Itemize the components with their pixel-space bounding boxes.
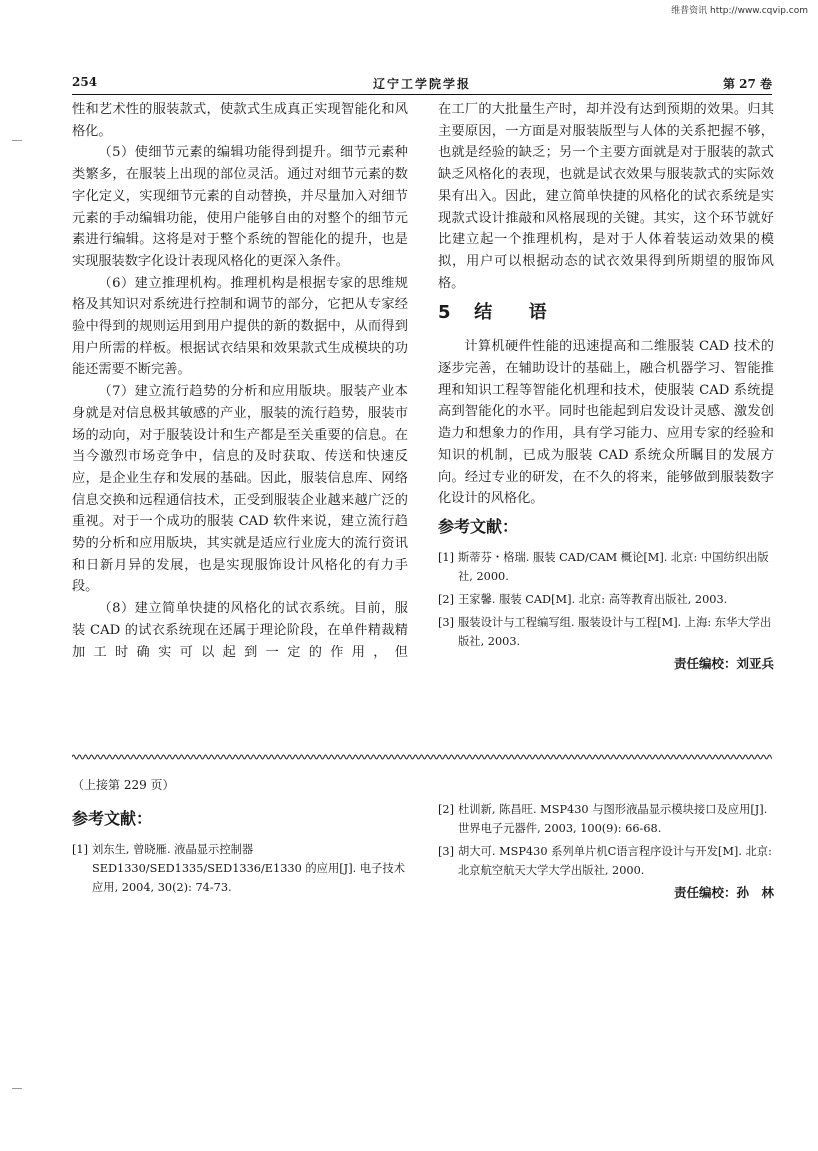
body-paragraph: 在工厂的大批量生产时，却并没有达到预期的效果。归其主要原因，一方面是对服装版型与人体的关系把握不够，也就是经验的缺乏；另一个主要方面就是对于服装的款式缺乏风格化的表现，也就是试衣效果与服装款式的实际效果有出入。因此，建立简单快捷的风格化的试衣系统是实现款式设计推敲和风格展现的关键。其实，这个环节就好比建立起一个推理机构，是对于人体着装运动效果的模拟，用户可以根据动态的试衣效果得到所期望的服饰风格。: [438, 102, 774, 291]
references-heading: 参考文献：: [438, 516, 519, 536]
responsible-editor: 责任编校：刘亚兵: [673, 655, 774, 671]
reference-number: [2]: [438, 592, 455, 606]
body-paragraph: （8）建立简单快捷的风格化的试衣系统。目前，服装 CAD 的试衣系统现在还属于理论阶段，在单件精裁精加工时确实可以起到一定的作用，但: [72, 601, 408, 660]
reference-item: [438, 590, 774, 609]
continuation-responsible-editor: 责任编校：孙 林: [673, 885, 774, 900]
running-header: [72, 75, 772, 91]
conclusion-paragraph: 计算机硬件性能的迅速提高和二维服装 CAD 技术的逐步完善，在辅助设计的基础上，融合机器学习、智能推理和知识工程等智能化机理和技术，使服装 CAD 系统提高到智能化的水平。同时也能起到启发设计灵感、激发创造力和想象力的作用，具有学习能力、应用专家的经验和知识的机制，已成为服装 CAD 系统众所瞩目的发展方向。经过专业的研发，在不久的将来，能够做到服装数字化设计的风格化。: [438, 339, 774, 507]
reference-number: [1]: [72, 843, 89, 856]
reference-item: [72, 840, 408, 897]
body-paragraph: （5）使细节元素的编辑功能得到提升。细节元素种类繁多，在服装上出现的部位灵活。通过对细节元素的数字化定义，实现细节元素的自动替换，并尽量加入对细节元素的手动编辑功能，使用户能够自由的对整个的细节元素进行编辑。这将是对于整个系统的智能化的提升，也是实现服装数字化设计表现风格化的更深入条件。: [72, 145, 408, 269]
section-title-char: 语: [528, 302, 547, 324]
header-rule: [72, 94, 772, 95]
reference-text: 服装设计与工程编写组. 服装设计与工程[M]. 上海: 东华大学出版社, 2003.: [458, 615, 772, 648]
page-number: 254: [72, 75, 98, 89]
continuation-left-column: [72, 800, 408, 901]
continuation-right-column: [438, 800, 774, 902]
continuation-note: （上接第 229 页）: [72, 778, 175, 792]
watermark: 维普资讯 http://www.cqvip.com: [671, 6, 808, 16]
left-column: [72, 99, 408, 663]
reference-item: [438, 800, 774, 838]
reference-item: [438, 613, 774, 651]
section-number: 5: [438, 302, 451, 324]
body-paragraph: 性和艺术性的服装款式，使款式生成真正实现智能化和风格化。: [72, 102, 408, 139]
reference-text: 杜训新, 陈昌旺. MSP430 与图形液晶显示模块接口及应用[J]. 世界电子元器件, 2003, 100(9): 66-68.: [458, 803, 768, 835]
body-paragraph: （7）建立流行趋势的分析和应用版块。服装产业本身就是对信息极其敏感的产业，服装的流行趋势，服装市场的动向，对于服装设计和生产都是至关重要的信息。在当今激烈市场竞争中，信息的及时获取、传送和快速反应，是企业生存和发展的基础。因此，服装信息库、网络信息交换和远程通信技术，正受到服装企业越来越广泛的重视。对于一个成功的服装 CAD 软件来说，建立流行趋势的分析和应用版块，其实就是适应行业庞大的流行资讯和日新月异的发展，也是实现服饰设计风格化的有力手段。: [72, 384, 408, 595]
continuation-reference-list: [438, 800, 774, 880]
reference-text: 刘东生, 曾晓雁. 液晶显示控制器 SED1330/SED1335/SED1336/E1330 的应用[J]. 电子技术应用, 2004, 30(2): 74-73.: [92, 843, 405, 894]
reference-number: [1]: [438, 550, 455, 564]
reference-number: [3]: [438, 845, 455, 858]
reference-text: 王家馨. 服装 CAD[M]. 北京: 高等教育出版社, 2003.: [458, 592, 728, 606]
right-column: [438, 99, 774, 673]
continuation-references-heading: 参考文献：: [72, 809, 153, 828]
section-title-char: 结: [474, 302, 493, 324]
margin-mark: [12, 140, 22, 141]
reference-text: 胡大可. MSP430 系列单片机C语言程序设计与开发[M]. 北京: 北京航空航天大学大学出版社, 2000.: [458, 845, 772, 877]
reference-text: 斯蒂芬・格瑞. 服装 CAD/CAM 概论[M]. 北京: 中国纺织出版社, 2000.: [458, 550, 769, 583]
continuation-reference-list: [72, 840, 408, 897]
wavy-separator: [72, 752, 772, 762]
reference-item: [438, 548, 774, 586]
reference-number: [2]: [438, 803, 455, 816]
reference-item: [438, 842, 774, 880]
reference-number: [3]: [438, 615, 455, 629]
section-heading: [438, 300, 774, 326]
reference-list: [438, 548, 774, 651]
body-paragraph: （6）建立推理机构。推理机构是根据专家的思维规格及其知识对系统进行控制和调节的部分，它把从专家经验中得到的规则运用到用户提供的新的数据中，从而得到用户所需的样板。根据试衣结果和效果款式生成模块的功能还需要不断完善。: [72, 275, 408, 378]
margin-mark: [12, 1088, 22, 1089]
journal-name: 辽宁工学院学报: [372, 77, 471, 91]
volume-label: 第 27 卷: [722, 77, 772, 91]
